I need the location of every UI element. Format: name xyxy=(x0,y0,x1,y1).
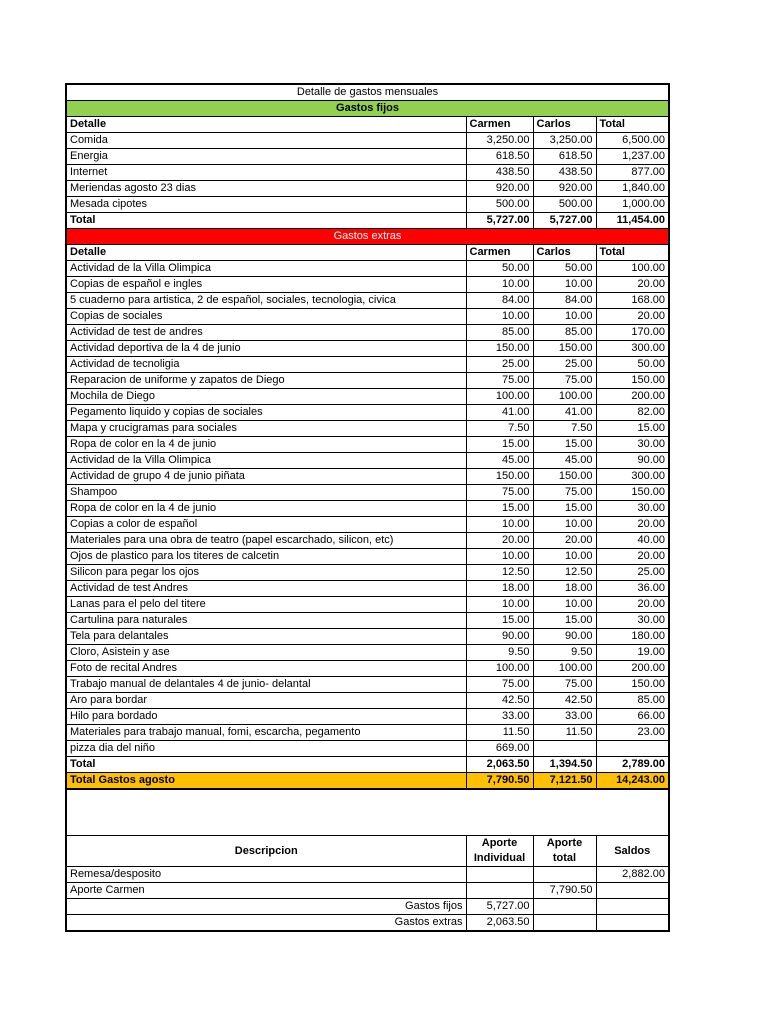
carmen-cell: 90.00 xyxy=(466,629,533,645)
detail-cell: Ropa de color en la 4 de junio xyxy=(66,501,466,517)
table-row xyxy=(66,405,669,421)
table-row xyxy=(66,517,669,533)
total-cell xyxy=(596,741,669,757)
detail-cell: Copias de español e ingles xyxy=(66,277,466,293)
detail-cell: Aro para bordar xyxy=(66,693,466,709)
detail-cell: Actividad de grupo 4 de junio piñata xyxy=(66,469,466,485)
carlos-cell: 500.00 xyxy=(533,197,596,213)
detail-cell: Actividad de tecnoligia xyxy=(66,357,466,373)
table-row xyxy=(66,469,669,485)
carlos-cell: 90.00 xyxy=(533,629,596,645)
carmen-cell: 100.00 xyxy=(466,661,533,677)
carmen-cell: 12.50 xyxy=(466,565,533,581)
table-row xyxy=(66,133,669,149)
detail-cell: Shampoo xyxy=(66,485,466,501)
total-row-extras xyxy=(66,757,669,773)
table-row xyxy=(66,437,669,453)
carlos-cell: 100.00 xyxy=(533,661,596,677)
detail-cell: Meriendas agosto 23 dias xyxy=(66,181,466,197)
carlos-cell: 25.00 xyxy=(533,357,596,373)
carmen-cell: 7.50 xyxy=(466,421,533,437)
column-header: Detalle xyxy=(66,117,466,133)
carlos-cell: 85.00 xyxy=(533,325,596,341)
carmen-cell: 500.00 xyxy=(466,197,533,213)
summary-row xyxy=(66,867,669,883)
carlos-cell: 100.00 xyxy=(533,389,596,405)
total-cell: 1,237.00 xyxy=(596,149,669,165)
table-row xyxy=(66,693,669,709)
total-cell: 6,500.00 xyxy=(596,133,669,149)
table-row xyxy=(66,677,669,693)
detail-cell: Copias de sociales xyxy=(66,309,466,325)
carmen-cell: 15.00 xyxy=(466,613,533,629)
total-cell: 11,454.00 xyxy=(596,213,669,229)
total-cell: 168.00 xyxy=(596,293,669,309)
table-row xyxy=(66,549,669,565)
carmen-cell: 150.00 xyxy=(466,341,533,357)
detail-cell: Ropa de color en la 4 de junio xyxy=(66,437,466,453)
carmen-cell: 75.00 xyxy=(466,677,533,693)
summary-value xyxy=(533,915,596,932)
carmen-cell xyxy=(466,867,533,883)
sheet-title: Detalle de gastos mensuales xyxy=(66,84,669,101)
column-header: Detalle xyxy=(66,245,466,261)
table-row xyxy=(66,485,669,501)
total-cell: 23.00 xyxy=(596,725,669,741)
detail-cell: Hilo para bordado xyxy=(66,709,466,725)
table-row xyxy=(66,613,669,629)
detail-cell: Total xyxy=(66,757,466,773)
carlos-cell: 438.50 xyxy=(533,165,596,181)
carmen-cell: 11.50 xyxy=(466,725,533,741)
total-cell: 50.00 xyxy=(596,357,669,373)
detail-cell: Trabajo manual de delantales 4 de junio- delantal xyxy=(66,677,466,693)
carlos-cell: 50.00 xyxy=(533,261,596,277)
carlos-cell: 15.00 xyxy=(533,437,596,453)
detail-cell: Actividad de test de andres xyxy=(66,325,466,341)
table-row xyxy=(66,645,669,661)
carlos-cell: 75.00 xyxy=(533,677,596,693)
total-cell: 300.00 xyxy=(596,341,669,357)
carlos-cell: 15.00 xyxy=(533,501,596,517)
carlos-cell: 150.00 xyxy=(533,341,596,357)
summary-row xyxy=(66,883,669,899)
total-cell: 36.00 xyxy=(596,581,669,597)
summary-header: Saldos xyxy=(596,836,669,867)
carmen-cell: 100.00 xyxy=(466,389,533,405)
carlos-cell: 10.00 xyxy=(533,309,596,325)
detail-cell: pizza dia del niño xyxy=(66,741,466,757)
table-row xyxy=(66,293,669,309)
total-cell: 90.00 xyxy=(596,453,669,469)
total-cell: 19.00 xyxy=(596,645,669,661)
total-cell: 2,789.00 xyxy=(596,757,669,773)
total-cell: 85.00 xyxy=(596,693,669,709)
total-cell: 1,000.00 xyxy=(596,197,669,213)
carlos-cell: 1,394.50 xyxy=(533,757,596,773)
total-cell: 200.00 xyxy=(596,389,669,405)
total-cell: 82.00 xyxy=(596,405,669,421)
table-row xyxy=(66,725,669,741)
table-row xyxy=(66,357,669,373)
table-row xyxy=(66,325,669,341)
carlos-cell: 84.00 xyxy=(533,293,596,309)
table-row xyxy=(66,389,669,405)
header-row xyxy=(66,117,669,133)
carmen-cell: 7,790.50 xyxy=(466,773,533,790)
total-cell: 30.00 xyxy=(596,501,669,517)
total-cell: 150.00 xyxy=(596,677,669,693)
summary-label: Gastos fijos xyxy=(66,899,466,915)
table-row xyxy=(66,741,669,757)
total-cell: 15.00 xyxy=(596,421,669,437)
carlos-cell: 10.00 xyxy=(533,277,596,293)
carmen-cell: 15.00 xyxy=(466,501,533,517)
summary-value xyxy=(533,899,596,915)
expense-table xyxy=(65,83,670,932)
table-row xyxy=(66,501,669,517)
total-cell: 2,882.00 xyxy=(596,867,669,883)
table-row xyxy=(66,629,669,645)
detail-cell: Mochila de Diego xyxy=(66,389,466,405)
carlos-cell: 12.50 xyxy=(533,565,596,581)
summary-row xyxy=(66,899,669,915)
total-cell: 877.00 xyxy=(596,165,669,181)
carmen-cell: 42.50 xyxy=(466,693,533,709)
detail-cell: Actividad de la Villa Olimpica xyxy=(66,261,466,277)
carlos-cell: 10.00 xyxy=(533,597,596,613)
carmen-cell: 5,727.00 xyxy=(466,213,533,229)
carlos-cell: 42.50 xyxy=(533,693,596,709)
detail-cell: Materiales para una obra de teatro (papel escarchado, silicon, etc) xyxy=(66,533,466,549)
table-row xyxy=(66,661,669,677)
detail-cell: Reparacion de uniforme y zapatos de Diego xyxy=(66,373,466,389)
table-row xyxy=(66,149,669,165)
total-row-fixed xyxy=(66,213,669,229)
total-cell: 150.00 xyxy=(596,373,669,389)
carlos-cell: 41.00 xyxy=(533,405,596,421)
band-gastos-extras xyxy=(66,229,669,245)
carmen-cell: 10.00 xyxy=(466,517,533,533)
table-row xyxy=(66,373,669,389)
detail-cell: Actividad de test Andres xyxy=(66,581,466,597)
detail-cell: Actividad de la Villa Olimpica xyxy=(66,453,466,469)
band-gastos-fijos xyxy=(66,101,669,117)
carmen-cell: 10.00 xyxy=(466,309,533,325)
summary-row xyxy=(66,915,669,932)
total-cell: 20.00 xyxy=(596,597,669,613)
carlos-cell: 7,790.50 xyxy=(533,883,596,899)
carmen-cell: 75.00 xyxy=(466,485,533,501)
carlos-cell: 7.50 xyxy=(533,421,596,437)
carlos-cell: 10.00 xyxy=(533,517,596,533)
carlos-cell: 7,121.50 xyxy=(533,773,596,790)
detail-cell: Pegamento liquido y copias de sociales xyxy=(66,405,466,421)
detail-cell: Cartulina para naturales xyxy=(66,613,466,629)
total-cell: 100.00 xyxy=(596,261,669,277)
carlos-cell: 75.00 xyxy=(533,373,596,389)
table-row xyxy=(66,709,669,725)
carmen-cell: 10.00 xyxy=(466,277,533,293)
table-row xyxy=(66,309,669,325)
carmen-cell: 9.50 xyxy=(466,645,533,661)
column-header: Carlos xyxy=(533,245,596,261)
detail-cell: Total Gastos agosto xyxy=(66,773,466,790)
carlos-cell xyxy=(533,867,596,883)
carlos-cell: 45.00 xyxy=(533,453,596,469)
detail-cell: Comida xyxy=(66,133,466,149)
total-cell: 170.00 xyxy=(596,325,669,341)
spacer-row xyxy=(66,789,669,836)
carmen-cell: 85.00 xyxy=(466,325,533,341)
total-cell: 25.00 xyxy=(596,565,669,581)
expense-table-body xyxy=(66,84,669,931)
carmen-cell: 20.00 xyxy=(466,533,533,549)
total-cell: 1,840.00 xyxy=(596,181,669,197)
detail-cell: Ojos de plastico para los titeres de calcetin xyxy=(66,549,466,565)
detail-cell: Copias a color de español xyxy=(66,517,466,533)
summary-label: Gastos extras xyxy=(66,915,466,932)
carmen-cell: 150.00 xyxy=(466,469,533,485)
detail-cell: 5 cuaderno para artistica, 2 de español, sociales, tecnologia, civica xyxy=(66,293,466,309)
total-cell: 30.00 xyxy=(596,437,669,453)
carlos-cell: 920.00 xyxy=(533,181,596,197)
detail-cell: Mapa y crucigramas para sociales xyxy=(66,421,466,437)
summary-header: Aporte Individual xyxy=(466,836,533,867)
column-header: Carmen xyxy=(466,117,533,133)
detail-cell: Cloro, Asistein y ase xyxy=(66,645,466,661)
summary-value xyxy=(596,915,669,932)
detail-cell: Lanas para el pelo del titere xyxy=(66,597,466,613)
table-row xyxy=(66,165,669,181)
total-cell: 40.00 xyxy=(596,533,669,549)
summary-value: 5,727.00 xyxy=(466,899,533,915)
carlos-cell: 75.00 xyxy=(533,485,596,501)
carmen-cell: 18.00 xyxy=(466,581,533,597)
carlos-cell: 11.50 xyxy=(533,725,596,741)
total-cell: 150.00 xyxy=(596,485,669,501)
total-cell: 20.00 xyxy=(596,549,669,565)
carmen-cell: 2,063.50 xyxy=(466,757,533,773)
total-cell: 14,243.00 xyxy=(596,773,669,790)
column-header: Total xyxy=(596,245,669,261)
total-cell: 200.00 xyxy=(596,661,669,677)
title-row xyxy=(66,84,669,101)
table-row xyxy=(66,261,669,277)
carmen-cell: 10.00 xyxy=(466,549,533,565)
total-cell: 20.00 xyxy=(596,277,669,293)
carlos-cell xyxy=(533,741,596,757)
total-cell: 300.00 xyxy=(596,469,669,485)
total-cell: 20.00 xyxy=(596,309,669,325)
table-row xyxy=(66,197,669,213)
total-cell: 30.00 xyxy=(596,613,669,629)
carmen-cell xyxy=(466,883,533,899)
carmen-cell: 618.50 xyxy=(466,149,533,165)
carmen-cell: 10.00 xyxy=(466,597,533,613)
total-cell: 66.00 xyxy=(596,709,669,725)
table-row xyxy=(66,565,669,581)
carmen-cell: 438.50 xyxy=(466,165,533,181)
section-band-extras: Gastos extras xyxy=(66,229,669,245)
carlos-cell: 9.50 xyxy=(533,645,596,661)
expense-sheet xyxy=(65,83,668,932)
carmen-cell: 669.00 xyxy=(466,741,533,757)
detail-cell: Foto de recital Andres xyxy=(66,661,466,677)
detail-cell: Total xyxy=(66,213,466,229)
section-band-fixed: Gastos fijos xyxy=(66,101,669,117)
total-cell: 180.00 xyxy=(596,629,669,645)
carlos-cell: 150.00 xyxy=(533,469,596,485)
summary-value xyxy=(596,899,669,915)
table-row xyxy=(66,421,669,437)
table-row xyxy=(66,581,669,597)
column-header: Carmen xyxy=(466,245,533,261)
detail-cell: Mesada cipotes xyxy=(66,197,466,213)
summary-header-row xyxy=(66,836,669,867)
grand-total-row xyxy=(66,773,669,790)
summary-header: Aporte total xyxy=(533,836,596,867)
detail-cell: Energia xyxy=(66,149,466,165)
carlos-cell: 10.00 xyxy=(533,549,596,565)
carmen-cell: 33.00 xyxy=(466,709,533,725)
detail-cell: Internet xyxy=(66,165,466,181)
table-row xyxy=(66,533,669,549)
carlos-cell: 3,250.00 xyxy=(533,133,596,149)
table-row xyxy=(66,597,669,613)
carmen-cell: 45.00 xyxy=(466,453,533,469)
carlos-cell: 15.00 xyxy=(533,613,596,629)
summary-value: 2,063.50 xyxy=(466,915,533,932)
carmen-cell: 15.00 xyxy=(466,437,533,453)
total-cell xyxy=(596,883,669,899)
carmen-cell: 25.00 xyxy=(466,357,533,373)
detail-cell: Remesa/desposito xyxy=(66,867,466,883)
table-row xyxy=(66,181,669,197)
summary-header: Descripcion xyxy=(66,836,466,867)
table-row xyxy=(66,277,669,293)
carmen-cell: 84.00 xyxy=(466,293,533,309)
carlos-cell: 618.50 xyxy=(533,149,596,165)
carmen-cell: 75.00 xyxy=(466,373,533,389)
detail-cell: Silicon para pegar los ojos xyxy=(66,565,466,581)
detail-cell: Aporte Carmen xyxy=(66,883,466,899)
table-row xyxy=(66,341,669,357)
carmen-cell: 3,250.00 xyxy=(466,133,533,149)
carmen-cell: 41.00 xyxy=(466,405,533,421)
carlos-cell: 18.00 xyxy=(533,581,596,597)
column-header: Carlos xyxy=(533,117,596,133)
carlos-cell: 20.00 xyxy=(533,533,596,549)
carmen-cell: 50.00 xyxy=(466,261,533,277)
column-header: Total xyxy=(596,117,669,133)
carmen-cell: 920.00 xyxy=(466,181,533,197)
total-cell: 20.00 xyxy=(596,517,669,533)
carlos-cell: 33.00 xyxy=(533,709,596,725)
header-row xyxy=(66,245,669,261)
detail-cell: Actividad deportiva de la 4 de junio xyxy=(66,341,466,357)
carlos-cell: 5,727.00 xyxy=(533,213,596,229)
table-row xyxy=(66,453,669,469)
spacer-cell xyxy=(66,789,669,836)
detail-cell: Materiales para trabajo manual, fomi, escarcha, pegamento xyxy=(66,725,466,741)
detail-cell: Tela para delantales xyxy=(66,629,466,645)
